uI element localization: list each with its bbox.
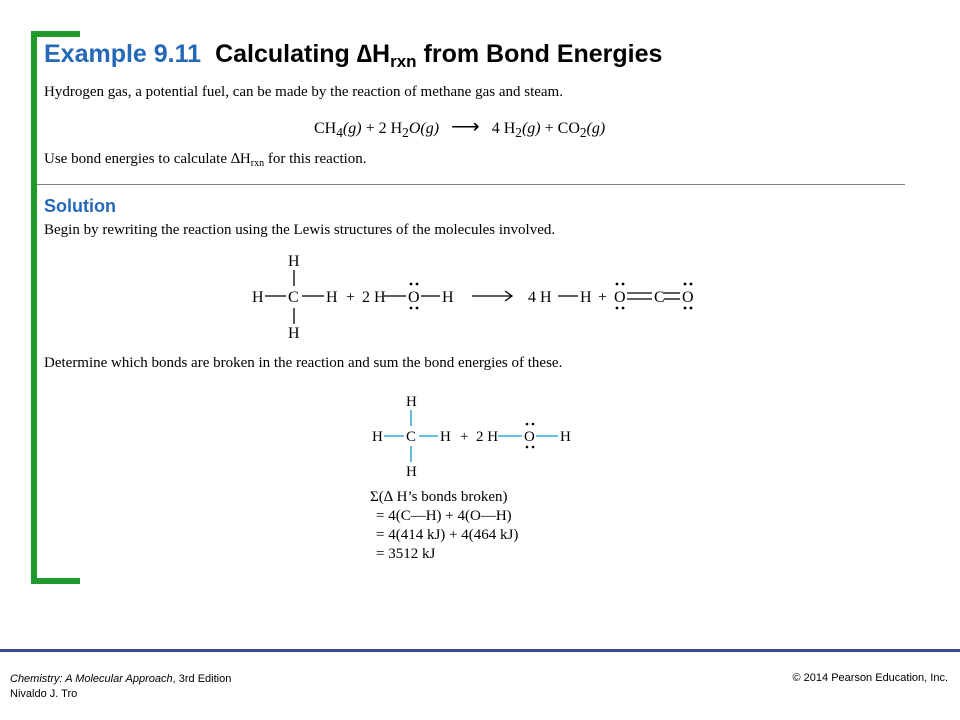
copyright: © 2014 Pearson Education, Inc. [792, 672, 948, 684]
bb-methane-h-top: H [406, 394, 417, 410]
eq-arrow: ⟶ [451, 116, 480, 138]
task-prefix: Use bond energies to calculate ∆H [44, 151, 251, 167]
co2-right-lone-pair-top-2 [690, 283, 693, 286]
problem-task [44, 151, 367, 169]
co2-left-lone-pair-top-1 [616, 283, 619, 286]
green-bracket [31, 31, 37, 584]
methane-h-left: H [252, 289, 264, 306]
co2-right-lone-pair-bot-1 [684, 307, 687, 310]
bb-methane-h-left: H [372, 429, 383, 445]
eq-h2-sub: 2 [515, 125, 522, 141]
lewis-reaction-diagram [250, 250, 710, 342]
bb-methane-h-bottom: H [406, 464, 417, 480]
eq-co2: CO [557, 120, 580, 137]
slide-title [44, 40, 662, 72]
water-o: O [408, 289, 420, 306]
methane-h-top: H [288, 253, 300, 270]
water-lone-pair-bot-2 [416, 307, 419, 310]
bb-methane-h-right: H [440, 429, 451, 445]
sum-line-3: = 4(414 kJ) + 4(464 kJ) [376, 527, 519, 543]
co2-left-lone-pair-top-2 [622, 283, 625, 286]
methane-c: C [288, 289, 299, 306]
bond-energy-sum [370, 488, 518, 564]
methane-h-right: H [326, 289, 338, 306]
solution-step-1: Begin by rewriting the reaction using the Lewis structures of the molecules involved. [44, 222, 556, 238]
book-author: Nivaldo J. Tro [10, 688, 78, 700]
co2-left-lone-pair-bot-2 [622, 307, 625, 310]
eq-h2-coef: 4 H [491, 120, 516, 137]
solution-step-2: Determine which bonds are broken in the reaction and sum the bond energies of these. [44, 355, 563, 371]
green-bracket-bottom [31, 578, 80, 584]
bb-water-coef: 2 H [476, 429, 499, 445]
task-rxn-subscript: rxn [250, 158, 265, 169]
eq-co2-sub: 2 [579, 125, 587, 141]
eq-h2-state: (g) [521, 120, 541, 137]
eq-h2o-coef: 2 H [378, 120, 403, 137]
eq-plus-1: + [361, 120, 379, 137]
problem-intro: Hydrogen gas, a potential fuel, can be made by the reaction of methane gas and steam. [44, 84, 563, 100]
bb-lone-pair-bot-2 [532, 446, 535, 449]
bb-methane-c: C [406, 429, 417, 445]
co2-right-lone-pair-bot-2 [690, 307, 693, 310]
section-divider [37, 184, 905, 185]
sum-line-1: Σ(∆ H’s bonds broken) [370, 489, 508, 505]
water-lone-pair-top-1 [410, 283, 413, 286]
co2-c: C [654, 289, 665, 306]
plus-1: + [346, 289, 356, 306]
eq-ch-state: (g) [342, 120, 362, 137]
eq-plus-2: + [540, 120, 558, 137]
title-prefix: Calculating [215, 40, 357, 68]
title-suffix: from Bond Energies [416, 40, 663, 68]
book-edition: , 3rd Edition [172, 673, 232, 685]
eq-ch: CH [314, 120, 337, 137]
bb-plus: + [460, 429, 469, 445]
plus-2: + [598, 289, 608, 306]
title-delta-h: ∆H [356, 40, 391, 68]
bb-water-h: H [560, 429, 571, 445]
solution-heading: Solution [44, 196, 116, 216]
co2-left-lone-pair-bot-1 [616, 307, 619, 310]
bb-water-o: O [524, 429, 535, 445]
sum-line-4: = 3512 kJ [376, 546, 436, 562]
bb-lone-pair-bot-1 [526, 446, 529, 449]
co2-right-lone-pair-top-1 [684, 283, 687, 286]
task-suffix: for this reaction. [264, 151, 367, 167]
water-coef: 2 H [362, 289, 386, 306]
reaction-equation [314, 114, 605, 141]
hydrogen-coef: 4 H [528, 289, 552, 306]
bonds-broken-diagram [368, 390, 588, 482]
eq-ch-sub: 4 [336, 125, 343, 141]
co2-o-right: O [682, 289, 694, 306]
footer-rule [0, 649, 960, 652]
bb-lone-pair-top-2 [532, 423, 535, 426]
co2-o-left: O [614, 289, 626, 306]
eq-co2-state: (g) [586, 120, 606, 137]
title-rxn-subscript: rxn [390, 52, 417, 71]
bb-lone-pair-top-1 [526, 423, 529, 426]
water-h: H [442, 289, 454, 306]
methane-h-bottom: H [288, 325, 300, 342]
water-lone-pair-bot-1 [410, 307, 413, 310]
eq-h2o-sub: 2 [402, 125, 409, 141]
eq-h2o-rest: O(g) [408, 120, 440, 137]
green-bracket-top [31, 31, 80, 37]
sum-line-2: = 4(C—H) + 4(O—H) [376, 508, 512, 524]
water-lone-pair-top-2 [416, 283, 419, 286]
book-title: Chemistry: A Molecular Approach [10, 673, 173, 685]
hydrogen-h: H [580, 289, 592, 306]
example-number: Example 9.11 [44, 40, 202, 68]
footer-citation [10, 672, 231, 702]
